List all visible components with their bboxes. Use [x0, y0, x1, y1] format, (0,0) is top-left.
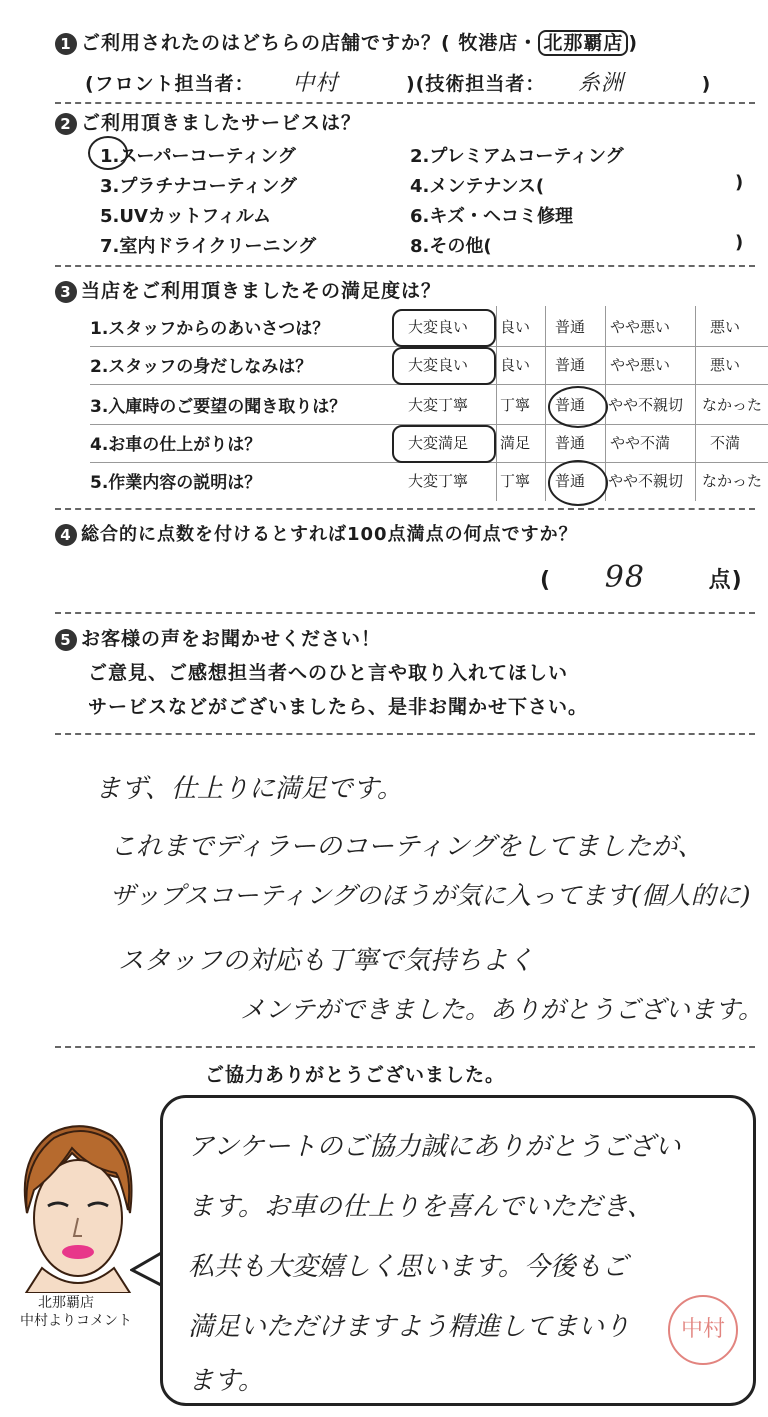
option-cell: 大変満足	[408, 434, 469, 452]
row-question: 4.お車の仕上がりは？	[90, 435, 262, 455]
service-option-8: 8.その他(	[410, 236, 492, 257]
customer-comment-line: ザップスコーティングのほうが気に入ってます(個人的に)	[110, 881, 751, 910]
table-row	[90, 462, 768, 500]
score-value: 98	[604, 560, 645, 595]
q1-number-badge: 1	[55, 33, 77, 55]
q2-number-badge: 2	[55, 113, 77, 135]
q4-question	[55, 520, 578, 546]
option-cell: 丁寧	[500, 472, 531, 490]
divider-5	[55, 733, 755, 735]
score-line	[540, 560, 743, 595]
tech-staff-value: 糸洲	[577, 71, 624, 96]
q3-question	[55, 276, 441, 303]
staff-store-label: 北那覇店	[38, 1295, 94, 1311]
table-row	[90, 386, 768, 425]
q5-text-1: お客様の声をお聞かせください！	[81, 628, 382, 650]
service-option-8-close: )	[735, 232, 744, 253]
option-cell: やや悪い	[610, 356, 671, 374]
q5-line-1	[55, 624, 381, 651]
divider-6	[55, 1046, 755, 1048]
service-option-2: 2.プレミアムコーティング	[410, 146, 624, 167]
option-cell: 丁寧	[500, 396, 531, 414]
option-cell: 大変良い	[408, 356, 469, 374]
q1-staff-line	[85, 66, 711, 97]
staff-comment-bubble	[160, 1095, 756, 1406]
customer-comment-line: スタッフの対応も丁寧で気持ちよく	[118, 946, 535, 976]
q3-question-text: 当店をご利用頂きましたその満足度は？	[81, 280, 442, 302]
staff-caption: 中村よりコメント	[20, 1313, 132, 1329]
service-option-4-close: )	[735, 172, 744, 193]
option-cell: やや悪い	[610, 318, 671, 336]
option-cell: 大変丁寧	[408, 396, 469, 414]
option-cell: 悪い	[710, 356, 741, 374]
thanks-message: ご協力ありがとうございました。	[205, 1064, 506, 1086]
name-stamp: 中村	[668, 1295, 738, 1365]
option-cell: なかった	[702, 396, 763, 414]
q4-question-text: 総合的に点数を付けるとすれば100点満点の何点ですか？	[81, 524, 578, 545]
q4-number-badge: 4	[55, 524, 77, 546]
option-cell: やや不親切	[608, 472, 684, 490]
selected-answer-mark	[548, 386, 608, 428]
q2-question-text: ご利用頂きましたサービスは？	[81, 112, 362, 134]
option-cell: やや不満	[610, 434, 671, 452]
selected-answer-mark	[392, 347, 496, 385]
q5-number-badge: 5	[55, 629, 77, 651]
option-cell: 良い	[500, 356, 531, 374]
score-open: (	[540, 568, 552, 593]
option-cell: 満足	[500, 434, 531, 452]
service-option-1: 1.スーパーコーティング	[100, 146, 296, 167]
service-option-4: 4.メンテナンス(	[410, 176, 545, 197]
staff-comment-line: ます。お車の仕上りを喜んでいただき、	[188, 1192, 653, 1222]
selected-answer-mark	[548, 460, 608, 506]
service-option-5: 5.UVカットフィルム	[100, 206, 272, 227]
divider-3	[55, 508, 755, 510]
row-question: 2.スタッフの身だしなみは？	[90, 357, 313, 377]
q2-question	[55, 108, 361, 135]
q1-question-text: ご利用されたのはどちらの店舗ですか？(	[81, 32, 451, 54]
option-cell: 普通	[555, 396, 586, 414]
option-cell: 普通	[555, 318, 586, 336]
option-cell: 普通	[555, 356, 586, 374]
customer-comment-line: これまでディラーのコーティングをしてましたが、	[110, 832, 704, 862]
service-option-7: 7.室内ドライクリーニング	[100, 236, 317, 257]
staff-comment-line: アンケートのご協力誠にありがとうござい	[188, 1132, 681, 1162]
option-cell: やや不親切	[608, 396, 684, 414]
option-cell: 大変丁寧	[408, 472, 469, 490]
staff-comment-line: 満足いただけますよう精進してまいり	[188, 1312, 631, 1342]
store-option-kitanaha: 北那覇店	[538, 30, 628, 56]
row-question: 5.作業内容の説明は？	[90, 473, 262, 493]
tech-staff-close: )	[701, 73, 712, 95]
front-staff-label: (フロント担当者：	[85, 73, 255, 95]
option-cell: 普通	[555, 472, 586, 490]
customer-comment-line: メンテができました。ありがとうございます。	[240, 995, 764, 1024]
option-cell: 良い	[500, 318, 531, 336]
q3-number-badge: 3	[55, 281, 77, 303]
q5-line-2: ご意見、ご感想担当者へのひと言や取り入れてほしい	[88, 662, 569, 684]
option-cell: 不満	[710, 434, 741, 452]
service-option-6: 6.キズ・ヘコミ修理	[410, 206, 574, 227]
staff-comment-line: 私共も大変嬉しく思います。今後もご	[188, 1252, 628, 1282]
option-cell: なかった	[702, 472, 763, 490]
service-option-3: 3.プラチナコーティング	[100, 176, 297, 197]
q5-line-3: サービスなどがございましたら、是非お聞かせ下さい。	[88, 696, 589, 718]
q1-close-paren: )	[628, 32, 639, 54]
row-question: 1.スタッフからのあいさつは？	[90, 319, 330, 339]
staff-portrait	[12, 1118, 142, 1293]
selected-answer-mark	[392, 425, 496, 463]
selected-answer-mark	[392, 309, 496, 347]
option-cell: 普通	[555, 434, 586, 452]
divider-4	[55, 612, 755, 614]
front-staff-value: 中村	[292, 71, 339, 96]
staff-comment-line: ます。	[188, 1366, 264, 1396]
divider-2	[55, 265, 755, 267]
divider-1	[55, 102, 755, 104]
option-cell: 悪い	[710, 318, 741, 336]
score-unit: 点)	[708, 568, 743, 593]
row-question: 3.入庫時のご要望の聞き取りは？	[90, 397, 347, 417]
option-cell: 大変良い	[408, 318, 469, 336]
customer-comment-line: まず、仕上りに満足です。	[95, 774, 403, 804]
tech-staff-label: )(技術担当者：	[405, 73, 546, 95]
store-option-makiminato: 牧港店	[458, 32, 519, 54]
q1-question	[55, 28, 638, 55]
store-separator: ・	[518, 32, 539, 54]
